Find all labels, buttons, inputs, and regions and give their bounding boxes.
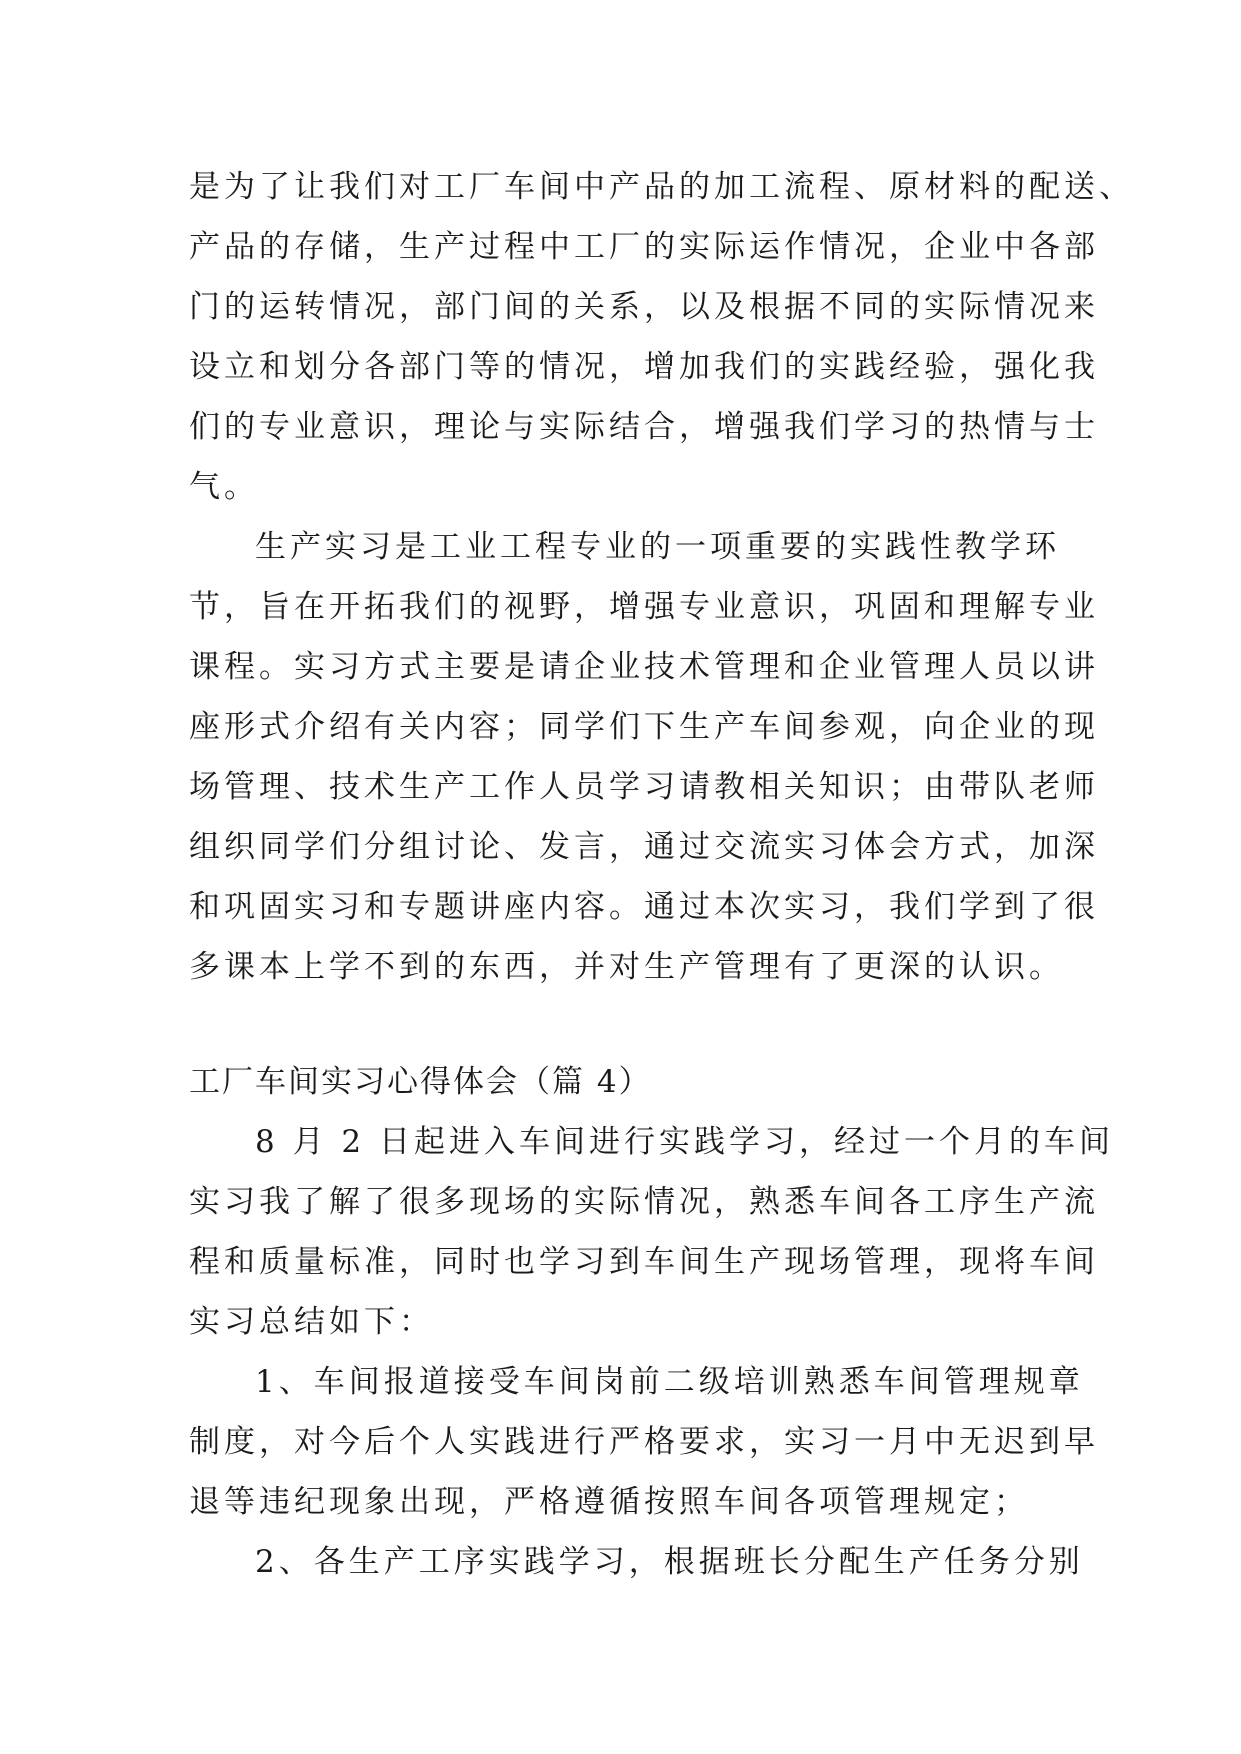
text-line: 实习我了解了很多现场的实际情况，熟悉车间各工序生产流	[189, 1184, 1099, 1220]
text-line: 门的运转情况，部门间的关系，以及根据不同的实际情况来	[189, 289, 1099, 325]
text-line: 气。	[189, 469, 259, 505]
text-line: 组织同学们分组讨论、发言，通过交流实习体会方式，加深	[189, 829, 1099, 865]
text-line: 设立和划分各部门等的情况，增加我们的实践经验，强化我	[189, 349, 1099, 385]
text-line: 产品的存储，生产过程中工厂的实际运作情况，企业中各部	[189, 229, 1099, 265]
paragraph-5	[189, 1532, 1189, 1592]
text-line: 程和质量标准，同时也学习到车间生产现场管理，现将车间	[189, 1244, 1099, 1280]
text-line: 制度，对今后个人实践进行严格要求，实习一月中无迟到早	[189, 1424, 1099, 1460]
text-line: 实习总结如下：	[189, 1304, 434, 1340]
section-heading: 工厂车间实习心得体会（篇 4）	[189, 1064, 652, 1100]
text-line: 们的专业意识，理论与实际结合，增强我们学习的热情与士	[189, 409, 1099, 445]
paragraph-gap	[189, 997, 1189, 1052]
text-line: 节，旨在开拓我们的视野，增强专业意识，巩固和理解专业	[189, 589, 1099, 625]
text-line: 2、各生产工序实践学习，根据班长分配生产任务分别	[255, 1544, 1084, 1580]
paragraph-2	[189, 517, 1189, 997]
text-line: 课程。实习方式主要是请企业技术管理和企业管理人员以讲	[189, 649, 1099, 685]
paragraph-4	[189, 1352, 1189, 1532]
paragraph-1	[189, 157, 1189, 517]
text-line: 和巩固实习和专题讲座内容。通过本次实习，我们学到了很	[189, 889, 1099, 925]
text-line: 场管理、技术生产工作人员学习请教相关知识；由带队老师	[189, 769, 1099, 805]
document-body	[189, 157, 1189, 1592]
text-line: 多课本上学不到的东西，并对生产管理有了更深的认识。	[189, 949, 1064, 985]
text-line: 8 月 2 日起进入车间进行实践学习，经过一个月的车间	[255, 1124, 1115, 1160]
text-line: 退等违纪现象出现，严格遵循按照车间各项管理规定；	[189, 1484, 1029, 1520]
paragraph-3	[189, 1112, 1189, 1352]
text-line: 是为了让我们对工厂车间中产品的加工流程、原材料的配送、	[189, 169, 1134, 205]
text-line: 座形式介绍有关内容；同学们下生产车间参观，向企业的现	[189, 709, 1099, 745]
text-line: 1、车间报道接受车间岗前二级培训熟悉车间管理规章	[255, 1364, 1084, 1400]
text-line: 生产实习是工业工程专业的一项重要的实践性教学环	[255, 529, 1060, 565]
